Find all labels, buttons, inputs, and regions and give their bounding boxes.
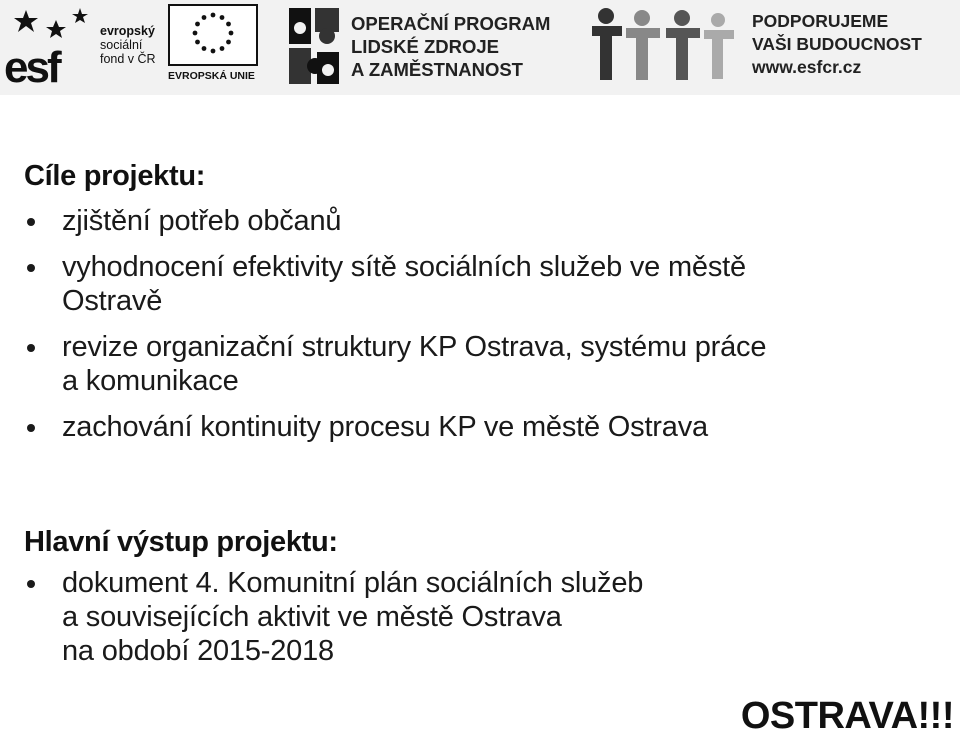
list-item-text: Ostravě (62, 285, 163, 317)
list-item (24, 204, 924, 238)
esf-caption-line: sociální (100, 38, 143, 52)
list-item-text: a souvisejících aktivit ve městě Ostrava (62, 601, 562, 633)
people-icon (586, 6, 736, 90)
op-caption-line: A ZAMĚSTNANOST (351, 59, 523, 80)
eu-logo (168, 4, 264, 88)
goals-list (24, 204, 924, 444)
bullet-icon (27, 424, 35, 432)
bullet-icon (27, 218, 35, 226)
list-item-text: zjištění potřeb občanů (62, 205, 342, 237)
logo-header (0, 0, 960, 95)
bullet-icon (27, 580, 35, 588)
support-caption-line: www.esfcr.cz (752, 57, 862, 77)
eu-label: EVROPSKÁ UNIE (168, 70, 255, 82)
list-item-text: a komunikace (62, 365, 239, 397)
list-item-text: zachování kontinuity procesu KP ve městě Ostrava (62, 411, 708, 443)
list-item (24, 410, 924, 444)
support-caption (752, 10, 922, 79)
esf-star-icon (4, 6, 99, 86)
esf-caption (100, 24, 156, 66)
esf-caption-line: evropský (100, 24, 155, 38)
puzzle-icon (285, 4, 343, 88)
goals-title: Cíle projektu: (24, 160, 206, 192)
output-title: Hlavní výstup projektu: (24, 526, 338, 558)
op-caption-line: OPERAČNÍ PROGRAM (351, 13, 551, 34)
list-item-text: revize organizační struktury KP Ostrava, systému práce (62, 331, 767, 363)
op-lzz-caption (351, 12, 550, 81)
output-list (24, 566, 924, 668)
bullet-icon (27, 344, 35, 352)
list-item (24, 250, 924, 318)
support-caption-line: PODPORUJEME (752, 11, 889, 31)
bullet-icon (27, 264, 35, 272)
esf-wordmark: esf (4, 43, 59, 86)
eu-flag-icon (168, 4, 258, 66)
op-caption-line: LIDSKÉ ZDROJE (351, 36, 500, 57)
ostrava-logo: OSTRAVA!!! (740, 695, 954, 737)
list-item (24, 330, 924, 398)
support-caption-line: VAŠI BUDOUCNOST (752, 34, 922, 54)
esf-caption-line: fond v ČR (100, 52, 156, 66)
esf-logo (4, 4, 162, 88)
list-item-text: dokument 4. Komunitní plán sociálních služeb (62, 567, 644, 599)
op-lzz-logo (285, 4, 575, 88)
list-item-text: vyhodnocení efektivity sítě sociálních služeb ve městě (62, 251, 746, 283)
list-item-text: na období 2015-2018 (62, 635, 334, 667)
list-item (24, 566, 924, 668)
